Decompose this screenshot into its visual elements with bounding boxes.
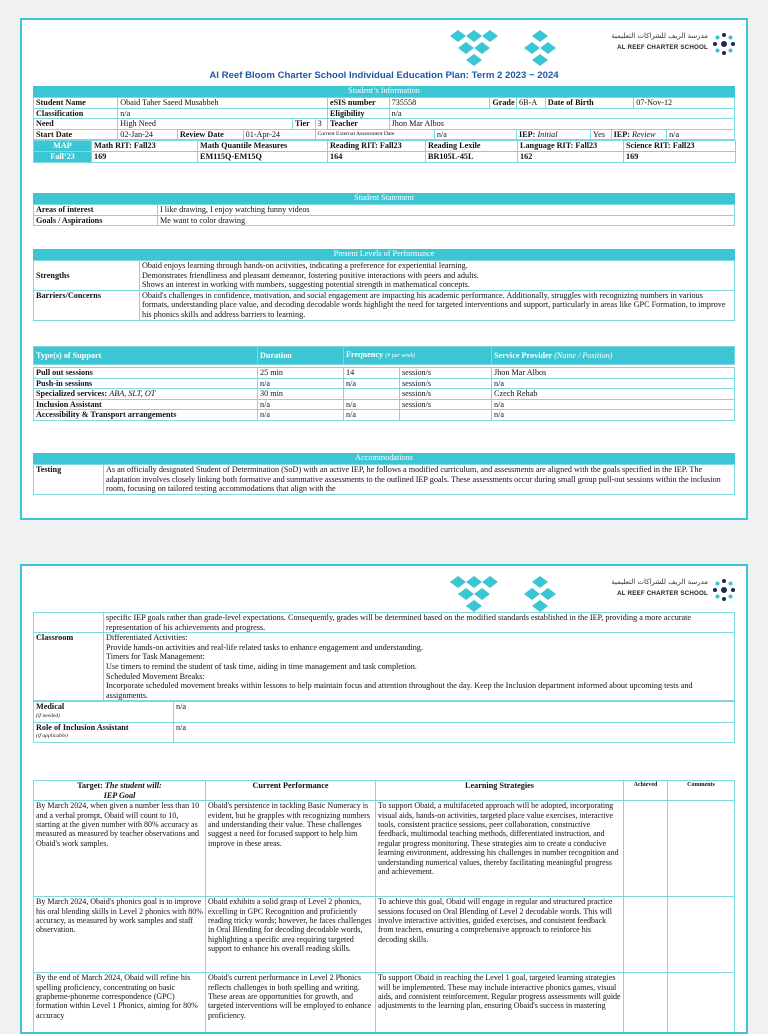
- strengths-value: [140, 261, 735, 291]
- support-provider-cell: n/a: [492, 410, 735, 421]
- areas-of-interest-label: Areas of interest: [34, 205, 158, 216]
- dob-value: 07-Nov-12: [634, 98, 735, 109]
- strength-item: Shows an interest in working with numbers, suggesting potential strength in mathematical concepts.: [142, 280, 470, 290]
- medical-label: Medical (if needed): [34, 702, 174, 722]
- goal-current-cell: Obaid exhibits a solid grasp of Level 2 phonics, excelling in GPC Recognition and proficiently reading tricky words; however, he faces challenges in Oral Blending for decoding decodable words, highlighting a specific area requiring targeted support to enhance his overall reading skills.: [206, 897, 376, 973]
- esis-label: eSIS number: [327, 98, 389, 109]
- support-row: [34, 399, 735, 410]
- document-title: Al Reef Bloom Charter School Individual Education Plan: Term 2 2023 ~ 2024: [209, 70, 559, 81]
- school-emblem-icon: [712, 578, 736, 602]
- decorative-diamonds-icon: [440, 576, 560, 616]
- barriers-value: Obaid's challenges in confidence, motivation, and social engagement are impacting his academic performance. Additionally, struggles with recognizing numbers in various formats, understanding place value, and decoding decodable words highlight the need for targeted interventions and support, particularly in areas like GPC Formation, to improve his phonics skills and address barriers to learning.: [140, 290, 735, 320]
- student-statement-heading: Student Statement: [33, 193, 735, 204]
- support-duration-cell: n/a: [258, 378, 344, 389]
- page-header: [22, 20, 746, 68]
- support-type-header: Type(s) of Support: [34, 347, 258, 365]
- student-statement-section: [33, 193, 735, 226]
- external-assessment-value: n/a: [434, 129, 516, 140]
- school-name-arabic: مدرسة الريف للشراكات التعليمية: [611, 32, 708, 40]
- goal-target-cell: By March 2024, Obaid's phonics goal is to improve his oral blending skills in Level 2 phonics with 80% accuracy, as measured by work samples and staff observation.: [34, 897, 206, 973]
- iep-review-value: n/a: [667, 129, 735, 140]
- review-date-label: Review Date: [177, 129, 243, 140]
- need-label: Need: [34, 119, 118, 130]
- classroom-item: Provide hands-on activities and real-life related tasks to enhance engagement and understanding.: [106, 642, 423, 652]
- goal-row: [34, 801, 735, 897]
- map-value-science-rit: 169: [624, 151, 736, 162]
- start-date-value: 02-Jan-24: [118, 129, 178, 140]
- support-type-cell: Inclusion Assistant: [34, 399, 258, 410]
- student-name-value: Obaid Taher Saeed Musabbeh: [118, 98, 328, 109]
- support-frequency-header: Frequency (# per week): [344, 347, 492, 365]
- goals-aspirations-label: Goals / Aspirations: [34, 215, 158, 226]
- support-row: [34, 378, 735, 389]
- grade-label: Grade: [490, 98, 517, 109]
- map-header-language-rit: Language RIT: Fall23: [518, 141, 624, 152]
- role-value: n/a: [174, 722, 735, 742]
- support-provider-header: Service Provider (Name / Position): [492, 347, 735, 365]
- map-table: [33, 140, 736, 162]
- testing-value-continued: specific IEP goals rather than grade-level expectations. Consequently, grades will be determined based on the modified standards established in the IEP, providing a more accurate representation of his achievements and progress.: [104, 613, 735, 633]
- medical-role-table: [33, 701, 735, 742]
- support-duration-header: Duration: [258, 347, 344, 365]
- support-type-cell: Accessibility & Transport arrangements: [34, 410, 258, 421]
- testing-label: Testing: [34, 465, 104, 495]
- grade-value: 6B-A: [517, 98, 546, 109]
- goal-comments-cell[interactable]: [668, 801, 735, 897]
- map-label: MAP: [34, 141, 92, 152]
- student-name-label: Student Name: [34, 98, 118, 109]
- support-row: [34, 368, 735, 379]
- accommodations-continued-table: [33, 612, 735, 701]
- goal-achieved-cell[interactable]: [624, 801, 668, 897]
- dob-label: Date of Birth: [545, 98, 633, 109]
- tier-label: Tier: [292, 119, 315, 130]
- iep-review-label: IEP: Review: [611, 129, 667, 140]
- support-table: [33, 346, 735, 421]
- student-info-heading: Student’s Information: [33, 86, 735, 97]
- school-logo: [576, 32, 736, 60]
- external-assessment-label: Current External Assessment Date: [315, 129, 434, 140]
- support-provider-cell: Czech Rehab: [492, 389, 735, 400]
- map-header-math-quantile: Math Quantile Measures: [198, 141, 328, 152]
- strength-item: Obaid enjoys learning through hands-on activities, indicating a preference for experiential learning.: [142, 261, 468, 270]
- support-freq-cell: [344, 389, 400, 400]
- support-duration-cell: 25 min: [258, 368, 344, 379]
- tier-value: 3: [315, 119, 327, 130]
- support-unit-cell: session/s: [400, 368, 492, 379]
- support-freq-cell: n/a: [344, 378, 400, 389]
- student-information-section: [33, 86, 735, 163]
- map-header-reading-lexile: Reading Lexile: [426, 141, 518, 152]
- page-1: [20, 18, 748, 520]
- goal-comments-cell[interactable]: [668, 897, 735, 973]
- areas-of-interest-value: I like drawing, I enjoy watching funny videos: [158, 205, 735, 216]
- support-section: [33, 346, 735, 421]
- support-unit-cell: session/s: [400, 378, 492, 389]
- classroom-item: Scheduled Movement Breaks:: [106, 671, 205, 681]
- support-type-cell: Push-in sessions: [34, 378, 258, 389]
- classroom-item: Incorporate scheduled movement breaks within lessons to help maintain focus and attention throughout the day. Keep the Inclusion department informed about upcoming tests and assignments.: [106, 681, 693, 700]
- learning-strategies-header: Learning Strategies: [376, 781, 624, 801]
- barriers-label: Barriers/Concerns: [34, 290, 140, 320]
- map-term: Fall’23: [34, 151, 92, 162]
- medical-value: n/a: [174, 702, 735, 722]
- map-header-science-rit: Science RIT: Fall23: [624, 141, 736, 152]
- present-levels-section: [33, 249, 735, 321]
- comments-header: Comments: [668, 781, 735, 801]
- student-info-table: [33, 97, 735, 140]
- support-provider-cell: n/a: [492, 399, 735, 410]
- map-value-math-quantile: EM115Q-EM15Q: [198, 151, 328, 162]
- iep-goals-table: [33, 780, 735, 1033]
- start-date-label: Start Date: [34, 129, 118, 140]
- support-unit-cell: session/s: [400, 389, 492, 400]
- map-value-reading-lexile: BR105L-45L: [426, 151, 518, 162]
- goal-strategies-cell: To achieve this goal, Obaid will engage in regular and structured practice sessions focused on Oral Blending of Level 2 decodable words. This will involve interactive activities, guided exercises, and consistent feedback from teachers, ensuring a comprehensive approach to reinforce his decoding skills.: [376, 897, 624, 973]
- school-name-arabic: مدرسة الريف للشراكات التعليمية: [611, 578, 708, 586]
- support-freq-cell: n/a: [344, 410, 400, 421]
- iep-goals-section: [33, 780, 735, 1033]
- goal-target-cell: By the end of March 2024, Obaid will refine his spelling proficiency, concentrating on basic grapheme-phoneme correspondence (GPC) formation within Level 1 Phonics, aiming for 80% accuracy: [34, 973, 206, 1033]
- testing-label-continued: [34, 613, 104, 633]
- support-freq-cell: n/a: [344, 399, 400, 410]
- strength-item: Demonstrates friendliness and pleasant demeanor, fostering positive interactions with peers and adults.: [142, 270, 479, 280]
- school-name-english: AL REEF CHARTER SCHOOL: [617, 590, 708, 597]
- school-emblem-icon: [712, 32, 736, 56]
- support-type-cell: Pull out sessions: [34, 368, 258, 379]
- support-provider-cell: n/a: [492, 378, 735, 389]
- support-row: [34, 410, 735, 421]
- map-value-reading-rit: 164: [328, 151, 426, 162]
- map-value-math-rit: 169: [92, 151, 198, 162]
- page-2: [20, 564, 748, 1034]
- classroom-item: Timers for Task Management:: [106, 652, 205, 662]
- goal-row: [34, 897, 735, 973]
- goals-aspirations-value: Me want to color drawing: [158, 215, 735, 226]
- present-levels-heading: Present Levels of Performance: [33, 249, 735, 260]
- map-value-language-rit: 162: [518, 151, 624, 162]
- support-row: [34, 389, 735, 400]
- support-duration-cell: n/a: [258, 399, 344, 410]
- esis-value: 735558: [389, 98, 490, 109]
- school-name-english: AL REEF CHARTER SCHOOL: [617, 44, 708, 51]
- classification-label: Classification: [34, 108, 118, 119]
- classification-value: n/a: [118, 108, 328, 119]
- eligibility-label: Eligibility: [327, 108, 389, 119]
- goal-current-cell: Obaid's current performance in Level 2 Phonics reflects challenges in both spelling and writing. These areas are opportunities for growth, and targeted interventions will be employed to enhance proficiency.: [206, 973, 376, 1033]
- student-statement-table: [33, 204, 735, 226]
- need-value: High Need: [118, 119, 293, 130]
- support-duration-cell: n/a: [258, 410, 344, 421]
- achieved-header: Achieved: [624, 781, 668, 801]
- support-unit-cell: session/s: [400, 399, 492, 410]
- decorative-diamonds-icon: [440, 30, 560, 70]
- target-header: Target: The student will: IEP Goal: [34, 781, 206, 801]
- support-provider-cell: Jhon Mar Albos: [492, 368, 735, 379]
- classroom-item: Differentiated Activities:: [106, 633, 188, 643]
- teacher-value: Jhon Mar Albos: [389, 119, 734, 130]
- support-unit-cell: [400, 410, 492, 421]
- support-freq-cell: 14: [344, 368, 400, 379]
- classroom-item: Use timers to remind the student of task time, aiding in time management and task completion.: [106, 661, 417, 671]
- goal-strategies-cell: To support Obaid in reaching the Level 1 goal, targeted learning strategies will be implemented. These may include interactive phonics games, visual aids, and consistent reinforcement. Regular progress assessments will guide adjustments to the learning plan, ensuring Obaid's success in mastering: [376, 973, 624, 1033]
- iep-initial-label: IEP: Initial: [517, 129, 591, 140]
- accommodations-heading: Accommodations: [33, 453, 735, 464]
- eligibility-value: n/a: [389, 108, 734, 119]
- map-header-reading-rit: Reading RIT: Fall23: [328, 141, 426, 152]
- map-header-math-rit: Math RIT: Fall23: [92, 141, 198, 152]
- iep-initial-value: Yes: [591, 129, 612, 140]
- goal-current-cell: Obaid's persistence in tackling Basic Numeracy is evident, but he grapples with recognizing numbers and understanding their value. These challenges suggest a need for focused support to help him improve in these areas.: [206, 801, 376, 897]
- strengths-label: Strengths: [34, 261, 140, 291]
- teacher-label: Teacher: [327, 119, 389, 130]
- accommodations-section: [33, 453, 735, 495]
- goal-target-cell: By March 2024, when given a number less than 10 and a verbal prompt, Obaid will count to 10, starting at the given number with 80% accuracy as measured as measured by teacher observations and Obaid's work samples.: [34, 801, 206, 897]
- goal-achieved-cell[interactable]: [624, 897, 668, 973]
- current-performance-header: Current Performance: [206, 781, 376, 801]
- testing-value: As an officially designated Student of Determination (SoD) with an active IEP, he follows a modified curriculum, and assessments are aligned with the goals specified in the IEP. The adaptation involves closely linking both formative and summative assessments to the outlined IEP goals. These assessments occur during small group pull-out sessions within the inclusion room, focusing on tailored testing accommodations that align with the: [104, 465, 735, 495]
- support-type-cell: Specialized services: ABA, SLT, OT: [34, 389, 258, 400]
- page-header: [22, 566, 746, 610]
- review-date-value: 01-Apr-24: [243, 129, 315, 140]
- school-logo: [576, 578, 736, 606]
- role-label: Role of Inclusion Assistant (if applicable): [34, 722, 174, 742]
- classroom-value: [104, 633, 735, 701]
- classroom-label: Classroom: [34, 633, 104, 701]
- present-levels-table: [33, 260, 735, 321]
- accommodations-continued: [33, 612, 735, 743]
- support-duration-cell: 30 min: [258, 389, 344, 400]
- accommodations-table: [33, 464, 735, 495]
- goal-strategies-cell: To support Obaid, a multifaceted approach will be adopted, incorporating visual aids, hands-on activities, targeted place value exercises, interactive tools, consistent practice sessions, peer collaboration, constructive feedback, multimodal teaching methods, differentiated instruction, and regular progress monitoring. These strategies aim to create a conducive learning environment, addressing his challenges in number recognition and understanding numerical values, thereby facilitating meaningful progress and achievement.: [376, 801, 624, 897]
